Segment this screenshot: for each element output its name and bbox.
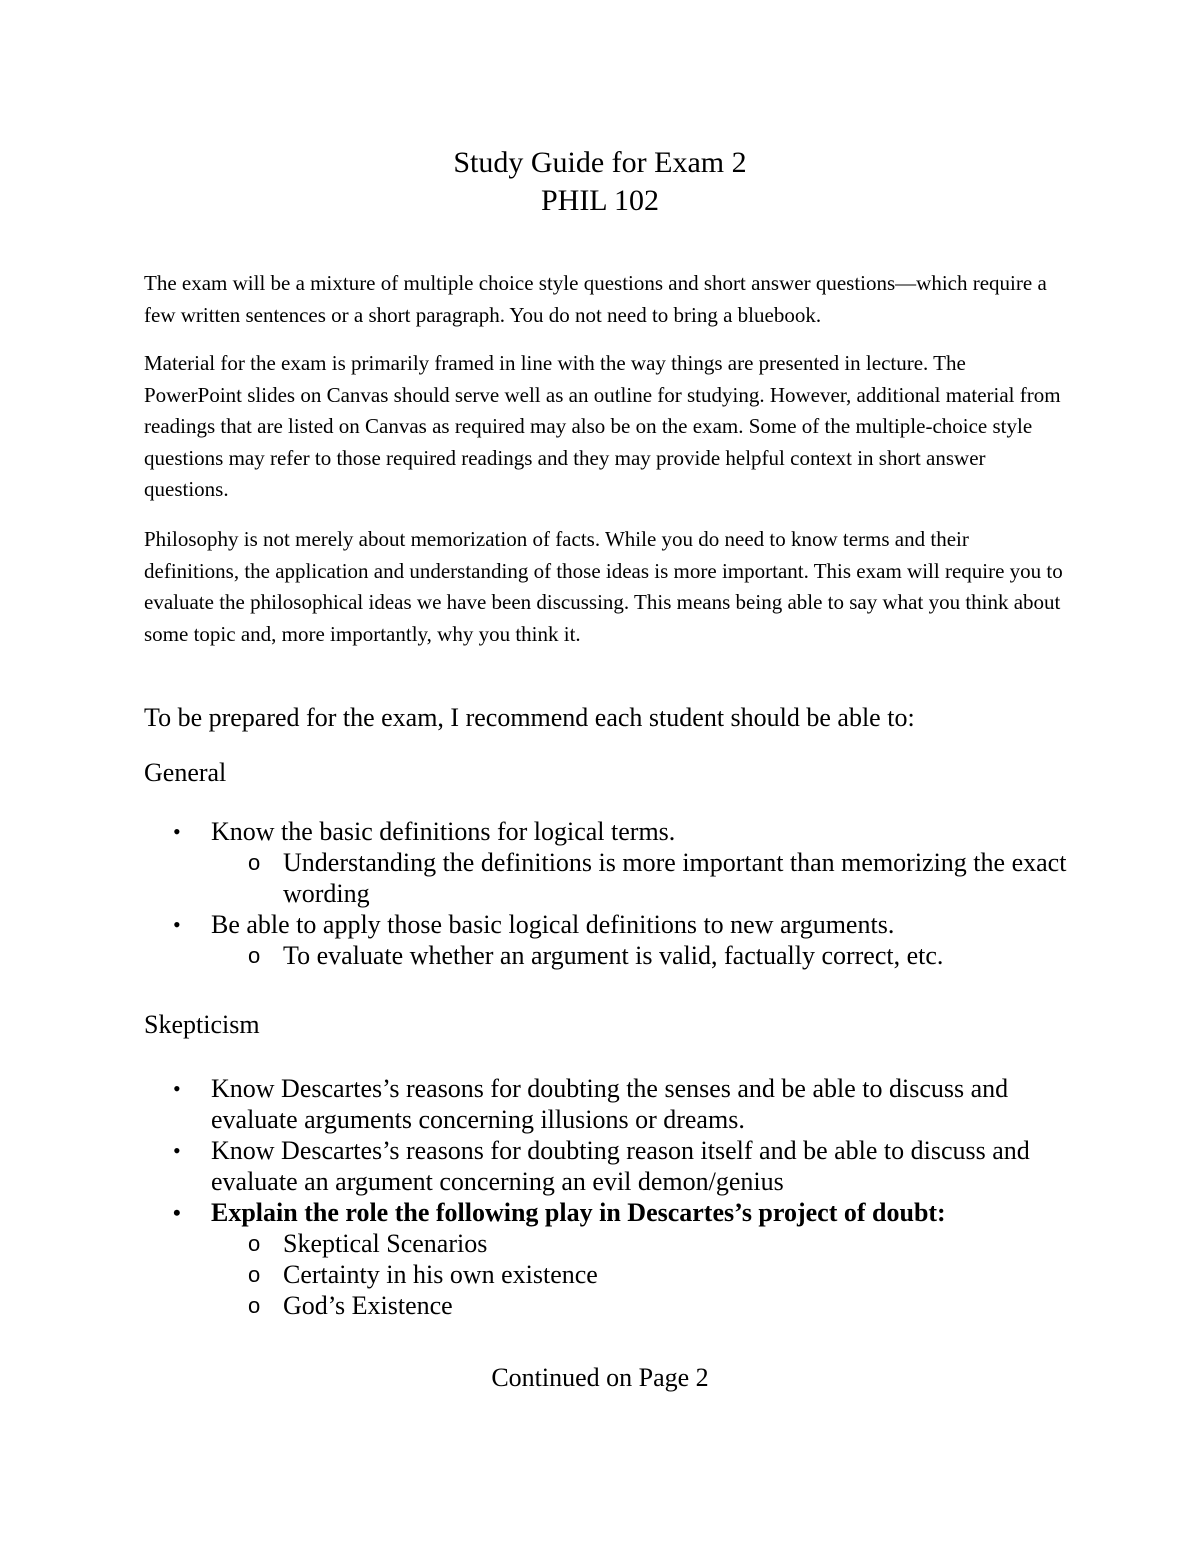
sub-list-item-text: Skeptical Scenarios (283, 1229, 488, 1258)
section-heading-general: General (144, 758, 227, 787)
lead-in-sentence: To be prepared for the exam, I recommend each student should be able to: (144, 703, 915, 732)
skepticism-list (144, 1073, 1074, 1321)
sub-list-item (144, 1259, 1074, 1290)
bullet-icon: • (173, 819, 181, 844)
document-title: Study Guide for Exam 2 (453, 146, 747, 179)
list-item (144, 1073, 1074, 1135)
list-item-text: Know Descartes’s reasons for doubting reason itself and be able to discuss and evaluate an argument concerning an evil demon/genius (211, 1136, 1030, 1196)
bullet-icon: • (173, 1076, 181, 1101)
sub-list-item (144, 1228, 1074, 1259)
general-list (144, 816, 1074, 971)
intro-paragraph-3 (144, 524, 1064, 650)
list-item (144, 909, 1074, 940)
course-code: PHIL 102 (540, 184, 660, 217)
intro-paragraph-3-text: Philosophy is not merely about memorization of facts. While you do need to know terms and their definitions, the application and understanding of those ideas is more important. This exam will require you to evaluate the philosophical ideas we have been discussing. This means being able to say what you think about some topic and, more importantly, why you think it. (144, 527, 1063, 646)
intro-paragraph-2 (144, 348, 1064, 506)
list-item-text: Know Descartes’s reasons for doubting the senses and be able to discuss and evaluate arguments concerning illusions or dreams. (211, 1074, 1009, 1134)
list-item (144, 816, 1074, 847)
intro-paragraph-1 (144, 268, 1064, 331)
sub-list-item-text: Certainty in his own existence (283, 1260, 598, 1289)
bullet-icon: • (173, 1200, 181, 1225)
sub-list-item (144, 847, 1074, 909)
circle-bullet-icon: o (248, 1293, 261, 1318)
intro-paragraph-2-text: Material for the exam is primarily framed in line with the way things are presented in lecture. The PowerPoint slides on Canvas should serve well as an outline for studying. However, additional material from readings that are listed on Canvas as required may also be on the exam. Some of the multiple-choice style questions may refer to those required readings and they may provide helpful context in short answer questions. (144, 351, 1061, 501)
list-item-text: Be able to apply those basic logical definitions to new arguments. (211, 910, 895, 939)
list-item-text: Explain the role the following play in Descartes’s project of doubt: (211, 1198, 946, 1227)
bullet-icon: • (173, 1138, 181, 1163)
circle-bullet-icon: o (248, 850, 261, 875)
continued-note: Continued on Page 2 (491, 1363, 709, 1392)
sub-list-item-text: Understanding the definitions is more important than memorizing the exact wording (283, 848, 1067, 908)
circle-bullet-icon: o (248, 1231, 261, 1256)
list-item (144, 1197, 1074, 1228)
circle-bullet-icon: o (248, 943, 261, 968)
bullet-icon: • (173, 912, 181, 937)
circle-bullet-icon: o (248, 1262, 261, 1287)
list-item-text: Know the basic definitions for logical terms. (211, 817, 676, 846)
sub-list-item (144, 1290, 1074, 1321)
sub-list-item-text: To evaluate whether an argument is valid, factually correct, etc. (283, 941, 944, 970)
section-heading-skepticism: Skepticism (144, 1010, 260, 1039)
intro-paragraph-1-text: The exam will be a mixture of multiple choice style questions and short answer questions—which require a few written sentences or a short paragraph. You do not need to bring a bluebook. (144, 271, 1047, 327)
list-item (144, 1135, 1074, 1197)
sub-list-item (144, 940, 1074, 971)
sub-list-item-text: God’s Existence (283, 1291, 453, 1320)
